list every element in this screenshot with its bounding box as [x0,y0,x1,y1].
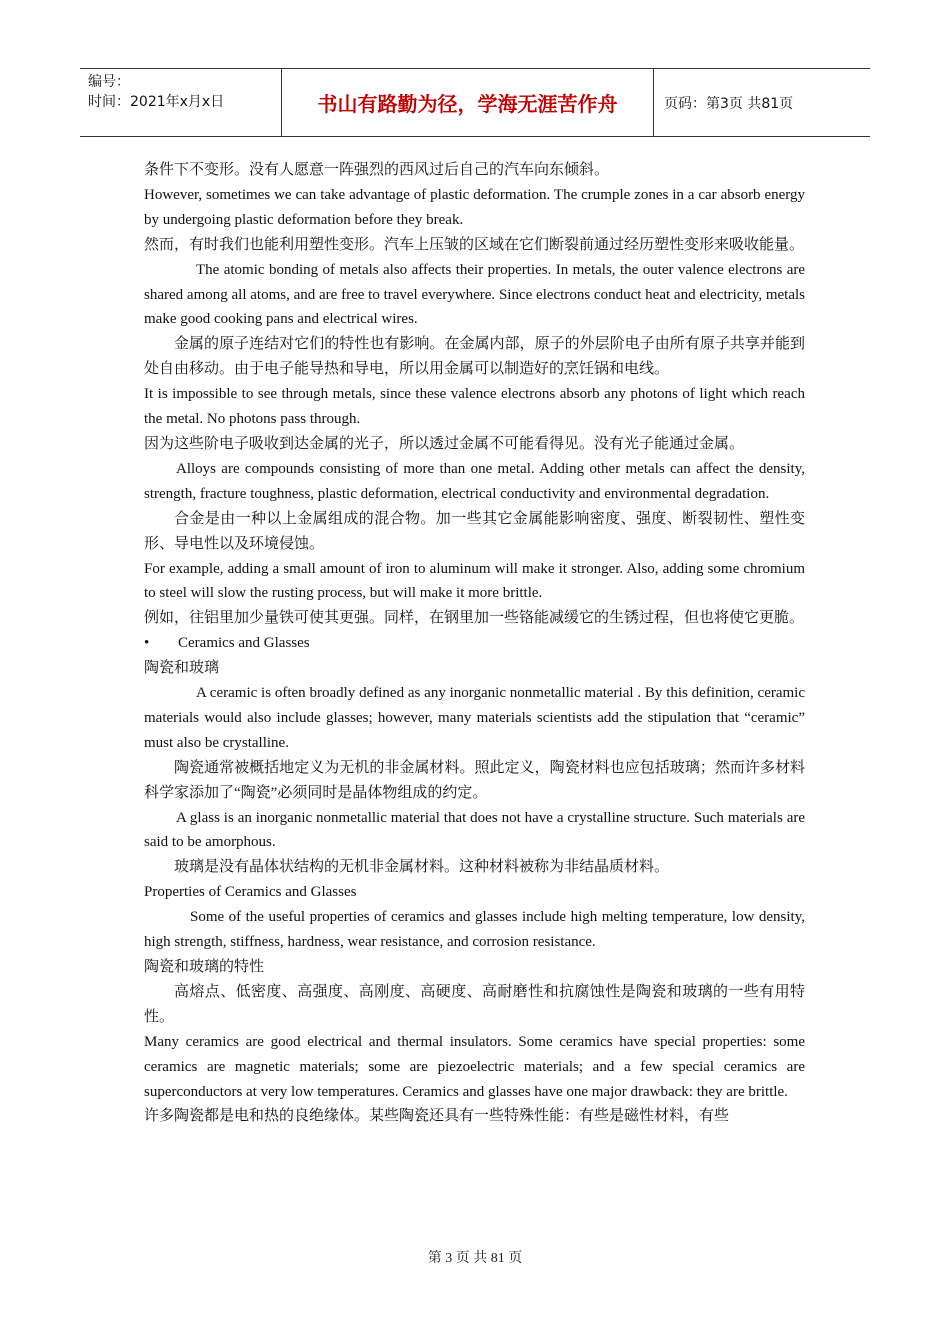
paragraph: 金属的原子连结对它们的特性也有影响。在金属内部，原子的外层阶电子由所有原子共享并能到处自由移动。由于电子能导热和导电，所以用金属可以制造好的烹饪锅和电线。 [144,336,805,378]
paragraph: For example, adding a small amount of iron to aluminum will make it stronger. Also, adding some chromium to steel will slow the rusting process, but will make it more brittle. [144,560,805,602]
subsection-heading: Properties of Ceramics and Glasses [144,884,357,901]
paragraph: 例如，往铝里加少量铁可使其更强。同样，在钢里加一些铬能减缓它的生锈过程，但也将使它更脆。 [144,610,805,627]
paragraph: 条件下不变形。没有人愿意一阵强烈的西风过后自己的汽车向东倾斜。 [144,162,610,178]
paragraph: Alloys are compounds consisting of more than one metal. Adding other metals can affect the density, strength, fracture toughness, plastic deformation, electrical conductivity and environmental degradation. [144,460,805,502]
page-footer: 第 3 页 共 81 页 [427,1251,523,1266]
number-label: 编号： [88,74,130,90]
bullet-icon: • [144,635,150,652]
section-heading-zh: 陶瓷和玻璃 [144,660,220,677]
document-body [144,158,805,1129]
paragraph: Many ceramics are good electrical and thermal insulators. Some ceramics have special properties: some ceramics are magnetic materials; some are piezoelectric materials; and a few special ceramics are superconductors at very low temperatures. Ceramics and glasses have one major drawback: they are brittle. [144,1033,805,1100]
subsection-heading-zh: 陶瓷和玻璃的特性 [144,959,265,975]
paragraph: Some of the useful properties of ceramics and glasses include high melting temperature, low density, high strength, stiffness, hardness, wear resistance, and corrosion resistance. [144,909,805,951]
paragraph: 许多陶瓷都是电和热的良绝缘体。某些陶瓷还具有一些特殊性能：有些是磁性材料，有些 [144,1108,730,1125]
bullet-item [144,631,805,656]
paragraph: The atomic bonding of metals also affects their properties. In metals, the outer valence electrons are shared among all atoms, and are free to travel everywhere. Since electrons conduct heat and electricity, metals make good cooking pans and electrical wires. [144,261,805,328]
paragraph: However, sometimes we can take advantage of plastic deformation. The crumple zones in a car absorb energy by undergoing plastic deformation before they break. [144,186,805,228]
header-page-code: 页码：第3页 共81页 [664,95,794,112]
paragraph: A ceramic is often broadly defined as any inorganic nonmetallic material . By this definition, ceramic materials would also include glasses; however, many materials scientists add the stipulation that “ceramic” must also be crystalline. [144,685,805,751]
paragraph: It is impossible to see through metals, since these valence electrons absorb any photons of light which reach the metal. No photons pass through. [144,386,805,428]
paragraph: 高熔点、低密度、高强度、高刚度、高硬度、高耐磨性和抗腐蚀性是陶瓷和玻璃的一些有用特性。 [144,983,805,1025]
date-label: 时间：2021年x月x日 [88,94,225,110]
paragraph: 合金是由一种以上金属组成的混合物。加一些其它金属能影响密度、强度、断裂韧性、塑性变形、导电性以及环境侵蚀。 [144,510,805,552]
paragraph: 陶瓷通常被概括地定义为无机的非金属材料。照此定义，陶瓷材料也应包括玻璃；然而许多材料科学家添加了“陶瓷”必须同时是晶体物组成的约定。 [144,759,805,801]
paragraph: 因为这些阶电子吸收到达金属的光子，所以透过金属不可能看得见。没有光子能通过金属。 [144,435,745,452]
paragraph: 玻璃是没有晶体状结构的无机非金属材料。这种材料被称为非结晶质材料。 [174,859,670,876]
paragraph: A glass is an inorganic nonmetallic material that does not have a crystalline structure. Such materials are said to be amorphous. [144,809,805,851]
page-header [80,68,870,137]
header-motto: 书山有路勤为径，学海无涯苦作舟 [282,69,654,136]
header-meta [80,69,282,136]
paragraph: 然而，有时我们也能利用塑性变形。汽车上压皱的区域在它们断裂前通过经历塑性变形来吸收能量。 [144,236,805,253]
section-heading: Ceramics and Glasses [178,635,310,652]
